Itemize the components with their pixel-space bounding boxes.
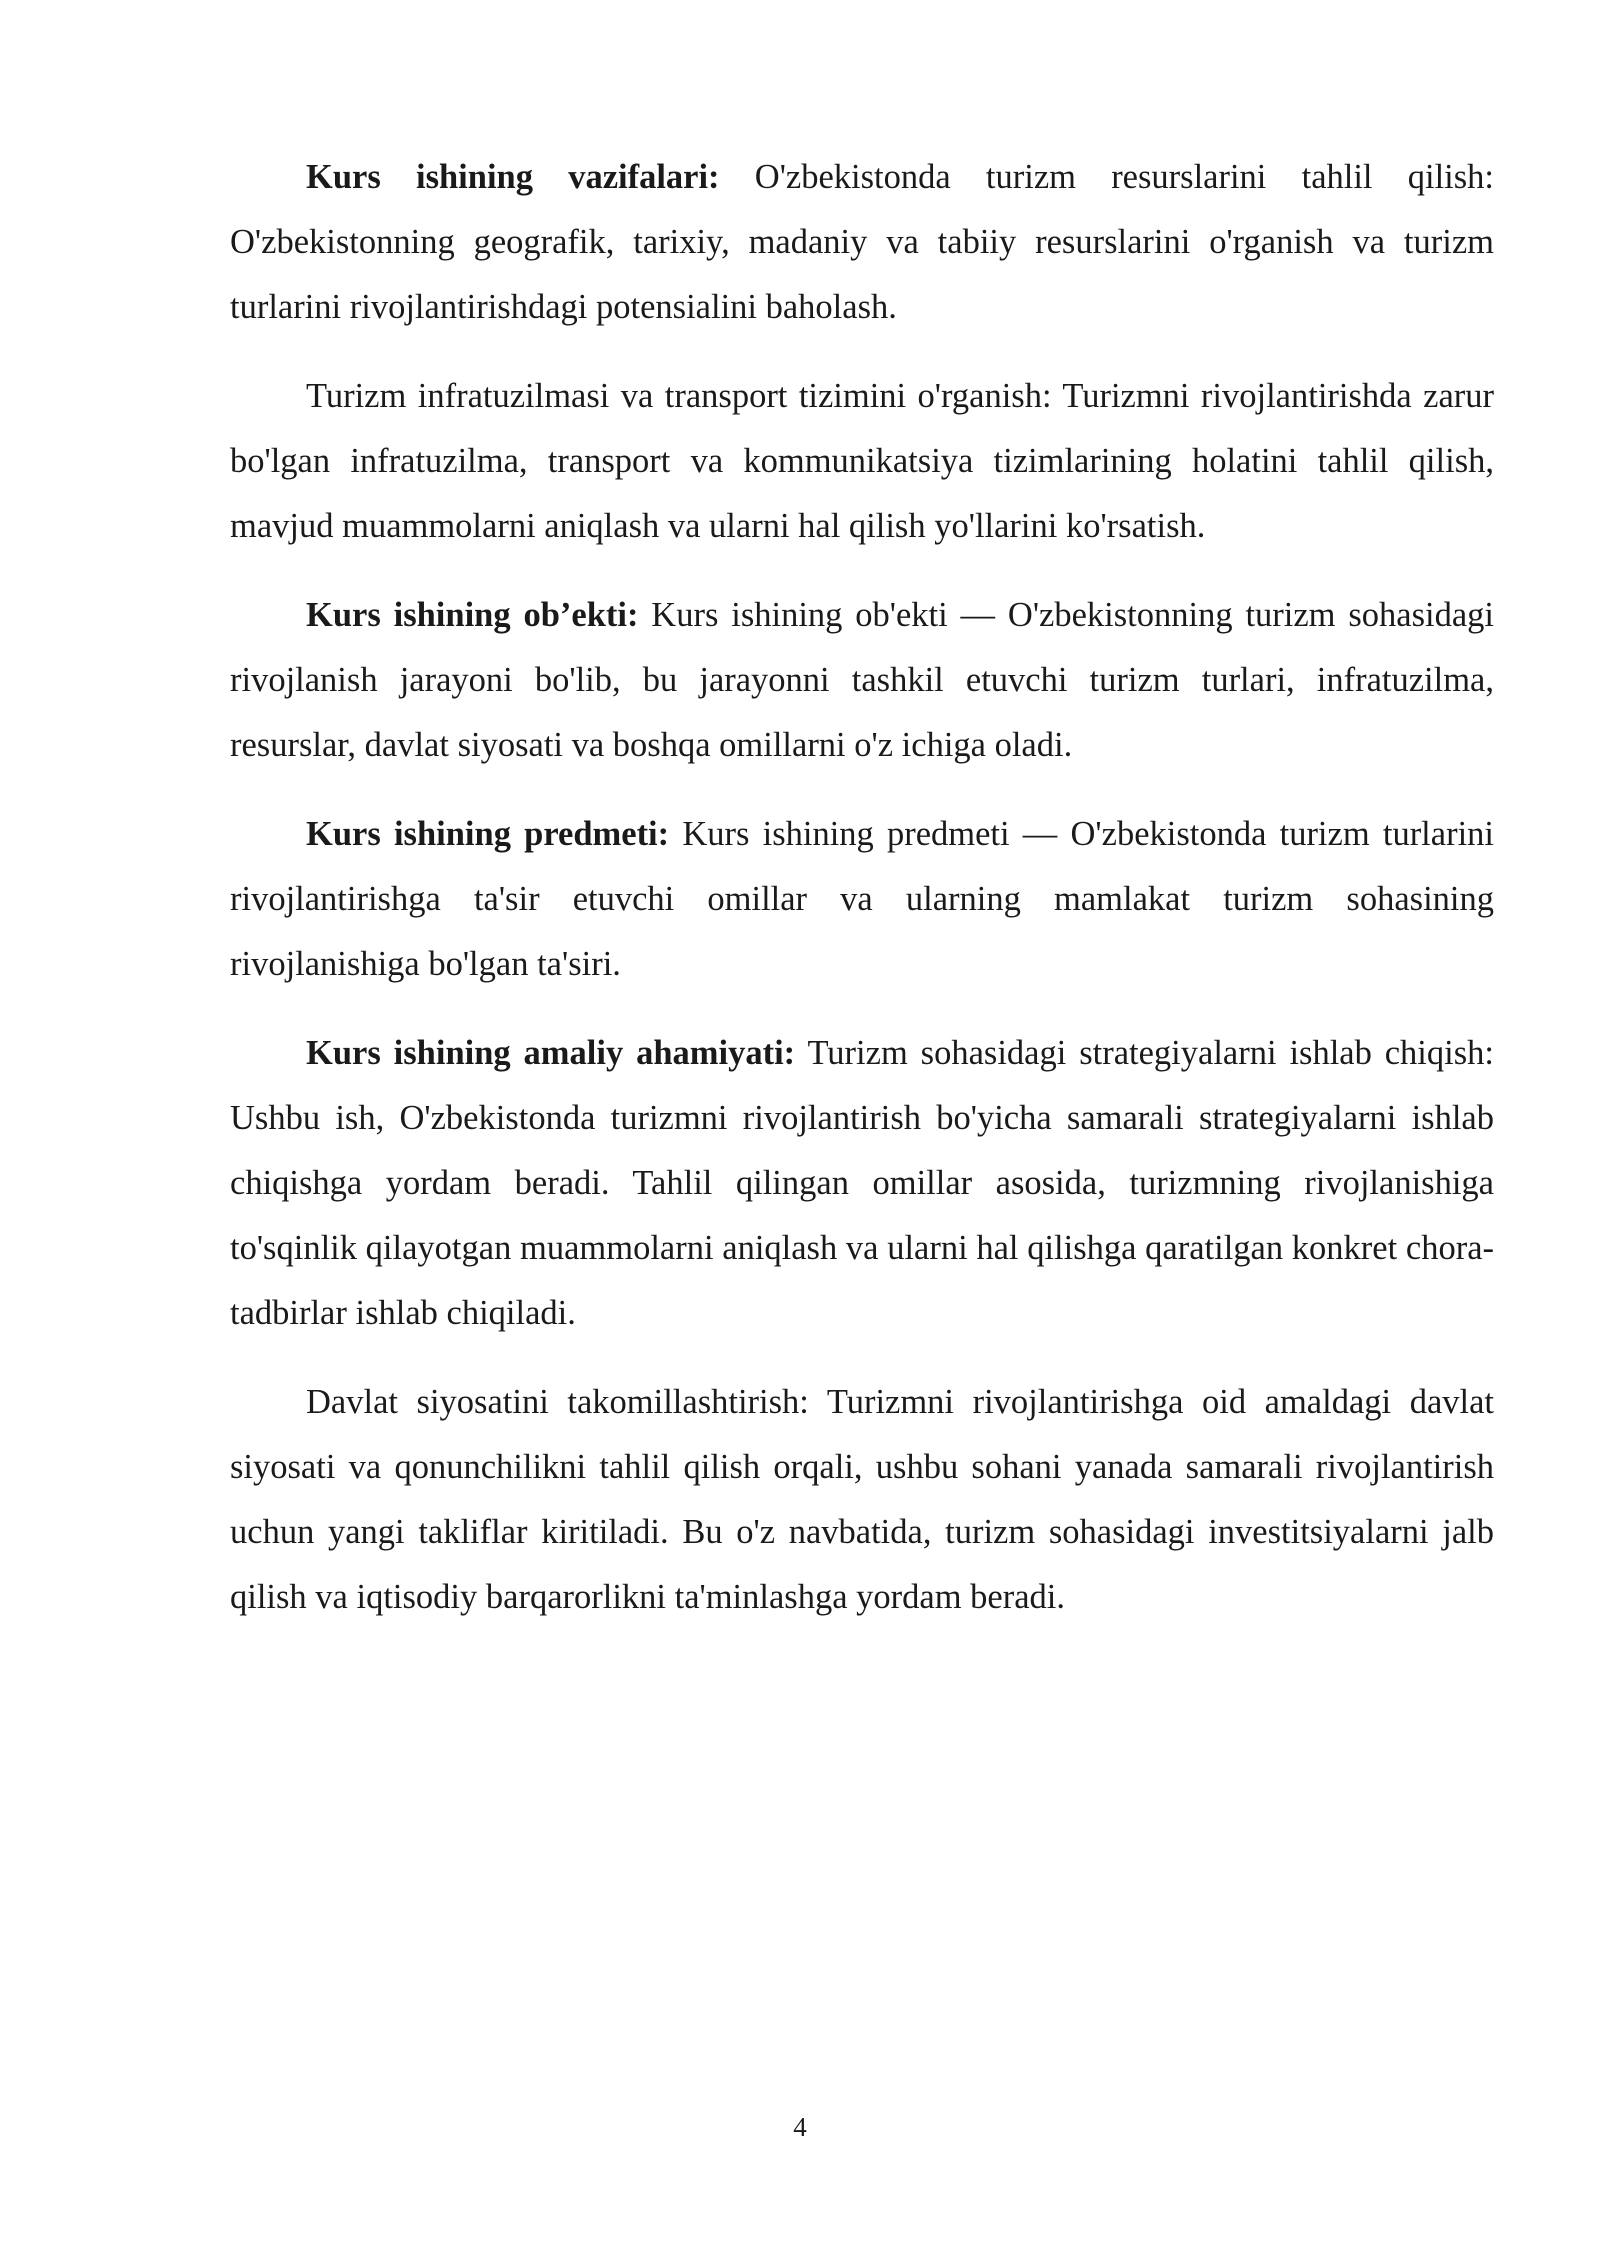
paragraph-heading: Kurs ishining ob’ekti: — [306, 596, 639, 634]
paragraph-obekti — [230, 583, 1494, 778]
paragraph-text: O'zbekistonda turizm resurslarini tahlil qilish: O'zbekistonning geografik, tarixiy, madaniy va tabiiy resurslarini o'rganish va turizm turlarini rivojlantirishdagi potensialini baholash. — [230, 158, 1494, 326]
paragraph-text: Turizm sohasidagi strategiyalarni ishlab chiqish: Ushbu ish, O'zbekistonda turizmni rivojlantirish bo'yicha samarali strategiyalarni ishlab chiqishga yordam beradi. Tahlil qilingan omillar asosida, turizmning rivojlanishiga to'sqinlik qilayotgan muammolarni aniqlash va ularni hal qilishga qaratilgan konkret chora-tadbirlar ishlab chiqiladi. — [230, 1034, 1494, 1332]
document-body — [230, 145, 1494, 1654]
paragraph-heading: Kurs ishining vazifalari: — [306, 158, 720, 196]
paragraph-heading: Kurs ishining amaliy ahamiyati: — [306, 1034, 796, 1072]
paragraph-text: Kurs ishining predmeti — O'zbekistonda turizm turlarini rivojlantirishga ta'sir etuvchi omillar va ularning mamlakat turizm sohasining rivojlanishiga bo'lgan ta'siri. — [230, 815, 1494, 983]
paragraph-amaliy-ahamiyati — [230, 1021, 1494, 1346]
paragraph-text: Davlat siyosatini takomillashtirish: Turizmni rivojlantirishga oid amaldagi davlat siyosati va qonunchilikni tahlil qilish orqali, ushbu sohani yanada samarali rivojlantirish uchun yangi takliflar kiritiladi. Bu o'z navbatida, turizm sohasidagi investitsiyalarni jalb qilish va iqtisodiy barqarorlikni ta'minlashga yordam beradi. — [230, 1383, 1494, 1616]
paragraph-infratuzilma — [230, 364, 1494, 559]
paragraph-heading: Kurs ishining predmeti: — [306, 815, 670, 853]
paragraph-davlat-siyosati — [230, 1370, 1494, 1630]
paragraph-predmeti — [230, 802, 1494, 997]
paragraph-text: Kurs ishining ob'ekti — O'zbekistonning turizm sohasidagi rivojlanish jarayoni bo'lib, bu jarayonni tashkil etuvchi turizm turlari, infratuzilma, resurslar, davlat siyosati va boshqa omillarni o'z ichiga oladi. — [230, 596, 1494, 764]
paragraph-text: Turizm infratuzilmasi va transport tizimini o'rganish: Turizmni rivojlantirishda zarur bo'lgan infratuzilma, transport va kommunikatsiya tizimlarining holatini tahlil qilish, mavjud muammolarni aniqlash va ularni hal qilish yo'llarini ko'rsatish. — [230, 377, 1494, 545]
paragraph-vazifalari — [230, 145, 1494, 340]
page-number: 4 — [793, 2112, 807, 2142]
